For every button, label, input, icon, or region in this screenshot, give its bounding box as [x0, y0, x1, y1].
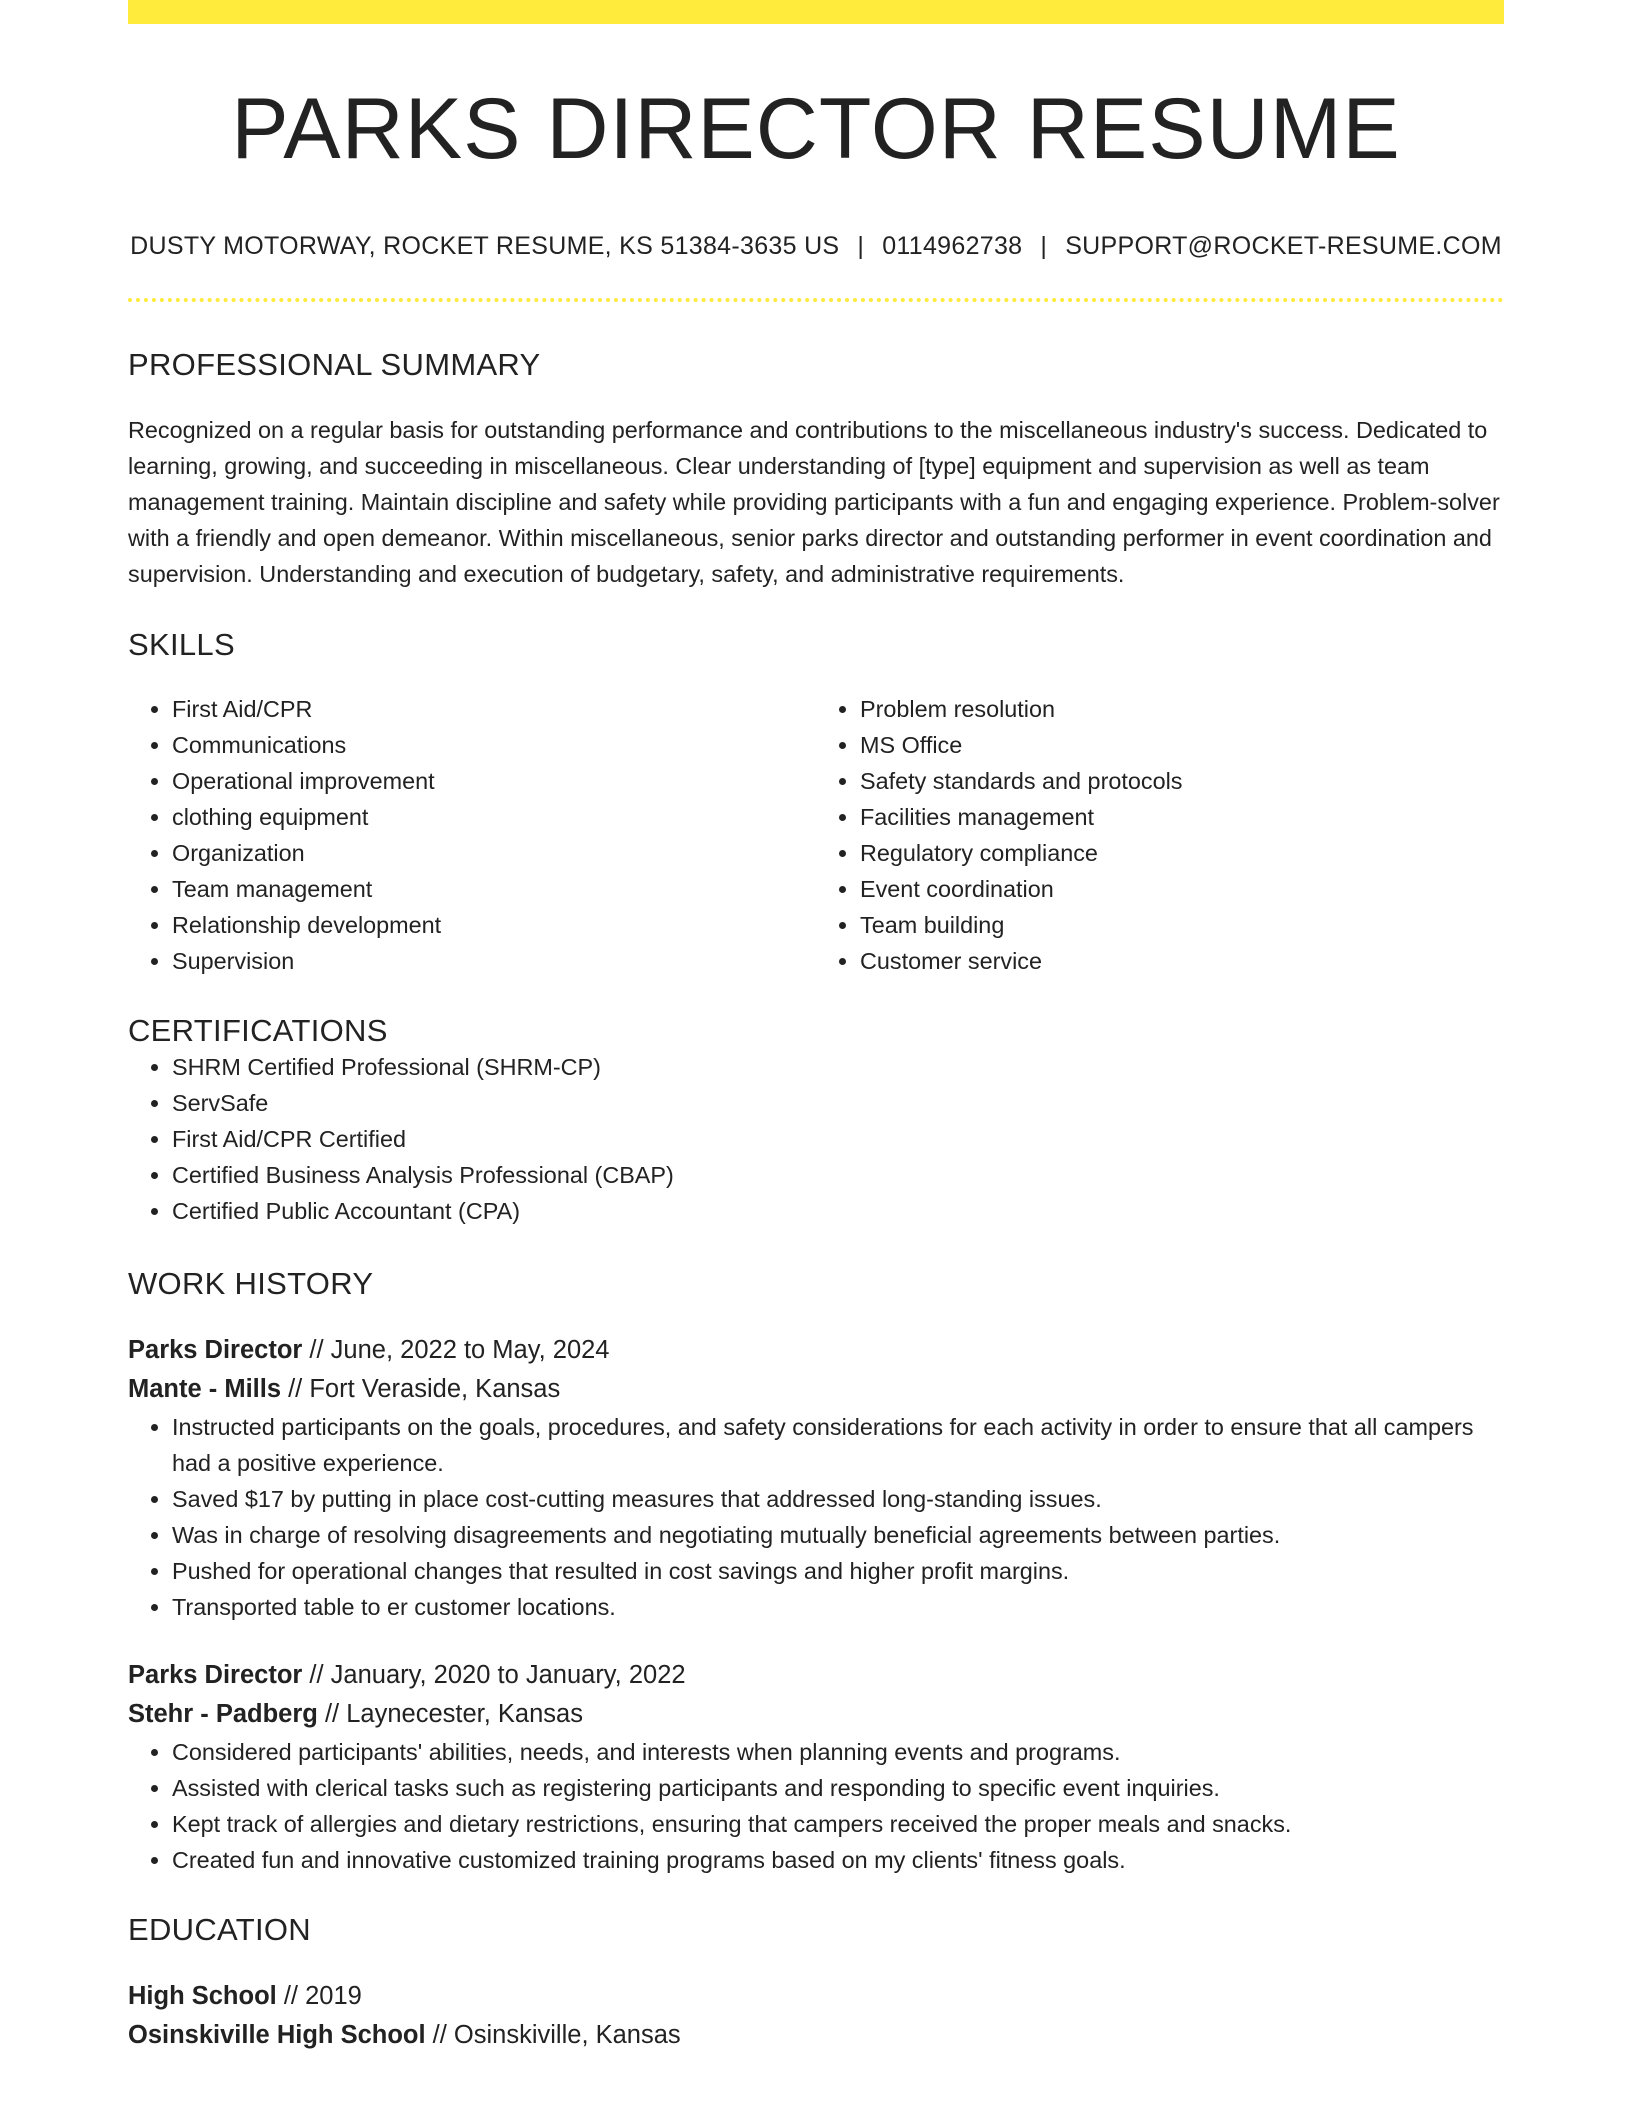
work-history-heading: WORK HISTORY: [128, 1266, 374, 1302]
job-duty-item: • Pushed for operational changes that resulted in cost savings and higher profit margins.: [172, 1553, 1504, 1589]
contact-phone: 0114962738: [882, 232, 1023, 261]
job-duties-list: [128, 1409, 1504, 1625]
education-school: Osinskiville High School: [128, 2021, 426, 2050]
job-duty-item: • Considered participants' abilities, needs, and interests when planning events and programs.: [172, 1734, 1504, 1770]
job-company: Mante - Mills: [128, 1375, 282, 1404]
job-company-line: [128, 1370, 1504, 1409]
job-role-line: [128, 1656, 1504, 1695]
skill-item: • Problem resolution: [860, 691, 1504, 727]
accent-top-bar: [128, 0, 1504, 24]
job-duty-item: • Kept track of allergies and dietary restrictions, ensuring that campers received the proper meals and snacks.: [172, 1806, 1504, 1842]
education-section: [128, 1912, 1504, 2055]
education-entry: [128, 1977, 1504, 2055]
skill-item: • Facilities management: [860, 799, 1504, 835]
resume-title: PARKS DIRECTOR RESUME: [231, 81, 1401, 177]
dotted-divider: [128, 298, 1504, 302]
job-role: Parks Director: [128, 1336, 303, 1365]
skills-heading: SKILLS: [128, 627, 235, 663]
job-duty-item: • Transported table to er customer locations.: [172, 1589, 1504, 1625]
skill-item: • First Aid/CPR: [172, 691, 816, 727]
job-duty-item: • Instructed participants on the goals, procedures, and safety considerations for each activity in order to ensure that all campers had a positive experience.: [172, 1409, 1504, 1481]
contact-separator: |: [1040, 232, 1048, 261]
certifications-section: [128, 1013, 1504, 1229]
contact-address: DUSTY MOTORWAY, ROCKET RESUME, KS 51384-3635 US: [130, 232, 840, 261]
skill-item: • Customer service: [860, 943, 1504, 979]
work-history-section: [128, 1266, 1504, 1878]
skill-item: • Team building: [860, 907, 1504, 943]
certifications-list: [128, 1049, 1504, 1229]
contact-line: [128, 232, 1504, 261]
skill-item: • MS Office: [860, 727, 1504, 763]
resume-page: [128, 0, 1504, 2055]
job-duties-list: [128, 1734, 1504, 1878]
skills-section: [128, 627, 1504, 979]
job-dates: // January, 2020 to January, 2022: [302, 1661, 686, 1690]
job-role-line: [128, 1331, 1504, 1370]
skill-item: • Relationship development: [172, 907, 816, 943]
contact-email: SUPPORT@ROCKET-RESUME.COM: [1065, 232, 1502, 261]
education-location: // Osinskiville, Kansas: [425, 2021, 681, 2050]
job-duty-item: • Created fun and innovative customized training programs based on my clients' fitness goals.: [172, 1842, 1504, 1878]
job-duty-item: • Assisted with clerical tasks such as registering participants and responding to specific event inquiries.: [172, 1770, 1504, 1806]
job-company: Stehr - Padberg: [128, 1700, 318, 1729]
summary-text: Recognized on a regular basis for outstanding performance and contributions to the miscellaneous industry's success. Dedicated to learning, growing, and succeeding in miscellaneous. Clear understanding of [type] equipment and supervision as well as team management training. Maintain discipline and safety while providing participants with a fun and engaging experience. Problem-solver with a friendly and open demeanor. Within miscellaneous, senior parks director and outstanding performer in event coordination and supervision. Understanding and execution of budgetary, safety, and administrative requirements.: [128, 417, 1500, 588]
skill-item: • Communications: [172, 727, 816, 763]
certification-item: • Certified Public Accountant (CPA): [172, 1193, 1504, 1229]
skill-item: • Operational improvement: [172, 763, 816, 799]
skill-item: • Organization: [172, 835, 816, 871]
education-heading: EDUCATION: [128, 1912, 311, 1948]
job-header: [128, 1331, 1504, 1409]
job-company-line: [128, 1695, 1504, 1734]
education-year: // 2019: [276, 1982, 362, 2011]
education-school-line: [128, 2016, 1504, 2055]
certification-item: • First Aid/CPR Certified: [172, 1121, 1504, 1157]
skill-item: • Regulatory compliance: [860, 835, 1504, 871]
skill-item: • Team management: [172, 871, 816, 907]
education-degree-line: [128, 1977, 1504, 2016]
skills-columns: [128, 691, 1504, 979]
contact-separator: |: [857, 232, 865, 261]
job-dates: // June, 2022 to May, 2024: [302, 1336, 610, 1365]
skills-list-right: [816, 691, 1504, 979]
certification-item: • SHRM Certified Professional (SHRM-CP): [172, 1049, 1504, 1085]
job-location: // Laynecester, Kansas: [317, 1700, 583, 1729]
certifications-heading: CERTIFICATIONS: [128, 1013, 388, 1049]
certification-item: • Certified Business Analysis Professional (CBAP): [172, 1157, 1504, 1193]
certification-item: • ServSafe: [172, 1085, 1504, 1121]
skill-item: • Event coordination: [860, 871, 1504, 907]
summary-section: [128, 347, 1504, 592]
skills-list-left: [128, 691, 816, 979]
skill-item: • Safety standards and protocols: [860, 763, 1504, 799]
job-header: [128, 1656, 1504, 1734]
education-degree: High School: [128, 1982, 277, 2011]
summary-heading: PROFESSIONAL SUMMARY: [128, 347, 541, 383]
job-duty-item: • Was in charge of resolving disagreements and negotiating mutually beneficial agreements between parties.: [172, 1517, 1504, 1553]
skill-item: • Supervision: [172, 943, 816, 979]
job-role: Parks Director: [128, 1661, 303, 1690]
job-location: // Fort Veraside, Kansas: [281, 1375, 561, 1404]
skill-item: • clothing equipment: [172, 799, 816, 835]
job-duty-item: • Saved $17 by putting in place cost-cutting measures that addressed long-standing issues.: [172, 1481, 1504, 1517]
